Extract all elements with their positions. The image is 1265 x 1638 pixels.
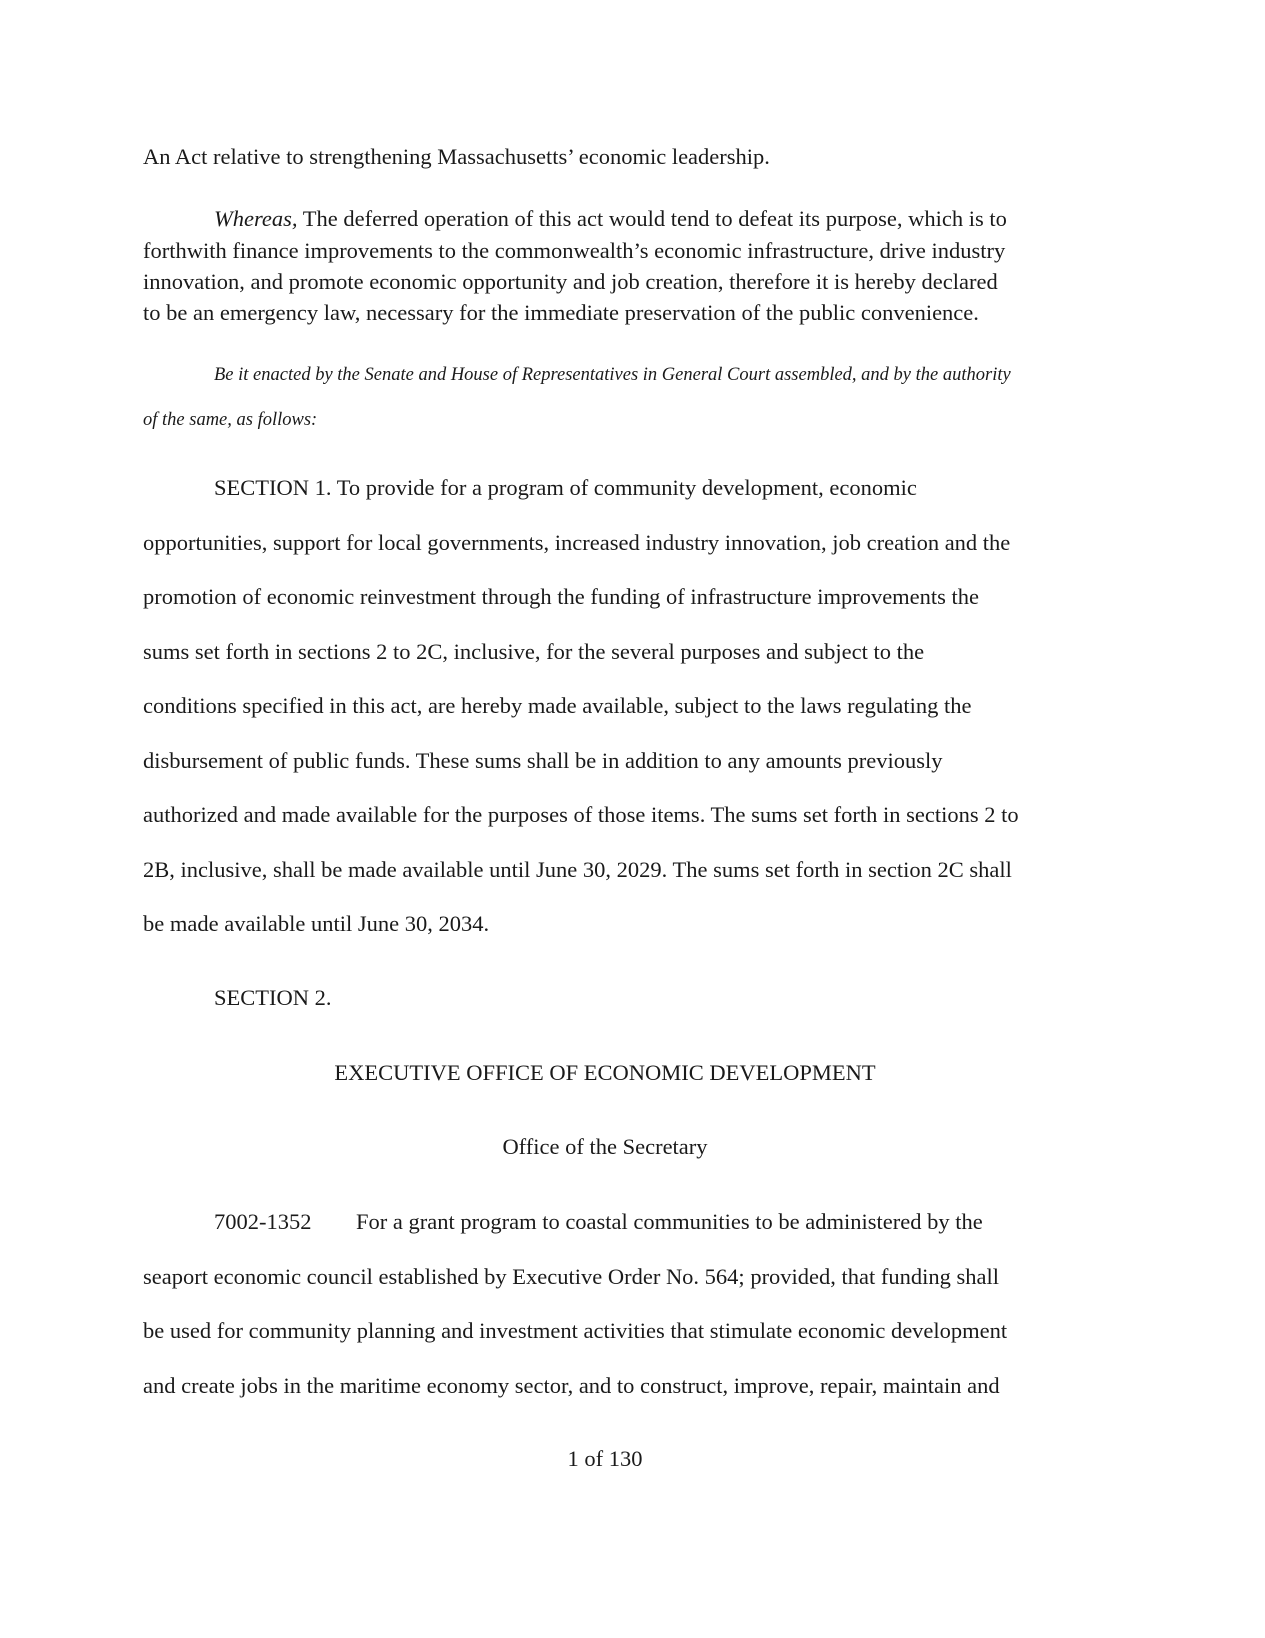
preamble-line-3: innovation, and promote economic opportunity and job creation, therefore it is hereby declared [143, 269, 998, 294]
line-item-first-line [214, 1208, 983, 1236]
section-1-line-9: be made available until June 30, 2034. [143, 911, 490, 936]
section-1-line-8: 2B, inclusive, shall be made available until June 30, 2029. The sums set forth in section 2C shall [143, 857, 1012, 882]
section-1-line-7: authorized and made available for the purposes of those items. The sums set forth in sections 2 to [143, 802, 1019, 827]
enacting-clause-line-2: of the same, as follows: [143, 410, 318, 430]
section-1-line-2: opportunities, support for local governments, increased industry innovation, job creation and the [143, 530, 1011, 555]
line-item-line-2: seaport economic council established by Executive Order No. 564; provided, that funding shall [143, 1264, 1000, 1289]
preamble-text: The deferred operation of this act would tend to defeat its purpose, which is to [297, 206, 1007, 231]
preamble-line-2: forthwith finance improvements to the commonwealth’s economic infrastructure, drive industry [143, 238, 1006, 263]
line-item-line-4: and create jobs in the maritime economy sector, and to construct, improve, repair, maintain and [143, 1373, 1000, 1398]
section-1-line-5: conditions specified in this act, are hereby made available, subject to the laws regulating the [143, 693, 972, 718]
section-1-line-4: sums set forth in sections 2 to 2C, inclusive, for the several purposes and subject to the [143, 639, 925, 664]
act-title: An Act relative to strengthening Massachusetts’ economic leadership. [143, 144, 770, 169]
section-2-heading: SECTION 2. [214, 985, 332, 1010]
preamble-lead-word: Whereas, [214, 206, 298, 231]
line-item-text: For a grant program to coastal communities to be administered by the [356, 1209, 983, 1234]
preamble-line-1 [214, 205, 1007, 233]
line-item-code: 7002-1352 [214, 1209, 312, 1234]
page-number: 1 of 130 [567, 1446, 643, 1471]
enacting-clause-line-1: Be it enacted by the Senate and House of Representatives in General Court assembled, and by the authority [214, 365, 1011, 385]
section-1-line-1: SECTION 1. To provide for a program of community development, economic [214, 475, 917, 500]
agency-heading: EXECUTIVE OFFICE OF ECONOMIC DEVELOPMENT [334, 1060, 876, 1085]
office-heading: Office of the Secretary [502, 1134, 708, 1159]
section-1-line-3: promotion of economic reinvestment through the funding of infrastructure improvements the [143, 584, 980, 609]
line-item-line-3: be used for community planning and investment activities that stimulate economic development [143, 1318, 1008, 1343]
preamble-line-4: to be an emergency law, necessary for the immediate preservation of the public convenience. [143, 300, 979, 325]
section-1-line-6: disbursement of public funds. These sums shall be in addition to any amounts previously [143, 748, 943, 773]
